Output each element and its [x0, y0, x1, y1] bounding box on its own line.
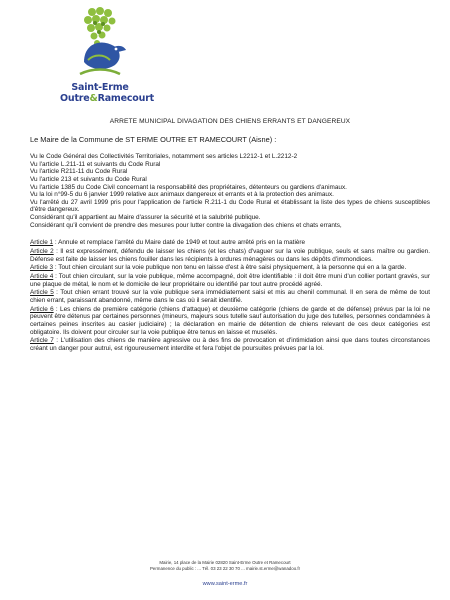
legal-reference-line: Considérant qu'il convient de prendre des mesures pour lutter contre la divagation des chiens et chats errants,: [30, 221, 342, 229]
logo-ampersand: &: [89, 93, 98, 104]
article-6: [30, 306, 430, 336]
legal-reference-line: Vu le Code Général des Collectivités Territoriales, notamment ses articles L2212-1 et L.2212-2: [30, 153, 298, 161]
legal-reference-line: Vu l'arrêté du 27 avril 1999 pris pour l'application de l'article R.211-1 du Code Rural et établissant la liste des types de chiens susceptibles d'être dangereux.: [30, 198, 430, 214]
commune-logo: [60, 4, 155, 104]
article-label: Article 7: [30, 337, 54, 345]
article-text: : Tout chien errant trouvé sur la voie publique sera immédiatement saisi et mis au chenil communal. Il en sera de même de tout chien errant, paraissant abandonné, même dans le cas où il serait identifié.: [30, 289, 430, 305]
article-5: [30, 289, 430, 304]
footer-contact: [0, 560, 450, 572]
article-text: : L'utilisation des chiens de manière agressive ou à des fins de provocation et d'intimidation ainsi que dans toutes circonstances créant un danger pour autrui, est rigoureusement interdite et fera l'objet de poursuites prévues par la loi.: [30, 337, 430, 352]
article-text: : Les chiens de première catégorie (chiens d'attaque) et deuxième catégorie (chiens de garde et de défense) prévus par la loi ne peuvent être détenus par certaines personnes (mineurs, majeurs sous tutelle sauf autorisation du juge des tutelles, personnes condamnées à certaines peines inscrites au casier judiciaire) ; la déclaration en mairie de détention de chiens relevant de ces deux catégories est obligatoire. Ils doivent pour circuler sur la voie publique être tenus en laisse et muselés.: [30, 305, 431, 336]
legal-reference-line: Vu l'article L.211-11 et suivants du Code Rural: [30, 160, 161, 168]
article-text: : Tout chien circulant sur la voie publique non tenu en laisse d'est à être saisi physiquement, à la personne qui en a la garde.: [53, 264, 407, 272]
article-label: Article 5: [30, 289, 54, 297]
legal-reference-line: Vu l'article R211-11 du Code Rural: [30, 168, 128, 176]
article-1: [30, 239, 430, 247]
article-label: Article 1: [30, 239, 54, 247]
logo-title-line1: Saint-Erme: [71, 82, 129, 93]
article-label: Article 4: [30, 273, 54, 281]
article-label: Article 3: [30, 264, 54, 272]
legal-references: [30, 153, 430, 229]
footer-website-link[interactable]: www.saint-erme.fr: [202, 581, 248, 587]
document-subtitle: Le Maire de la Commune de ST ERME OUTRE ET RAMECOURT (Aisne) :: [30, 134, 277, 144]
articles-list: [30, 239, 430, 352]
article-7: [30, 337, 430, 352]
article-label: Article 6: [30, 305, 54, 313]
article-4: [30, 273, 430, 288]
legal-reference-line: Vu l'article 1385 du Code Civil concernant la responsabilité des propriétaires, détenteurs ou gardiens d'animaux.: [30, 183, 347, 191]
footer-contact-line: Permanence du public : ... Tél. 03 23 22 30 70 ... mairie.st.erme@wanadoo.fr: [149, 566, 301, 571]
logo-word-ramecourt: Ramecourt: [97, 93, 155, 104]
logo-word-outre: Outre: [60, 93, 90, 104]
footer-address: Mairie, 14 place de la Mairie 02820 Saint-Erme Outre et Ramecourt: [159, 560, 291, 565]
document-title: ARRETE MUNICIPAL DIVAGATION DES CHIENS ERRANTS ET DANGEREUX: [109, 118, 351, 125]
logo-emblem-icon: [70, 4, 130, 82]
article-2: [30, 248, 430, 263]
legal-reference-line: Considérant qu'il appartient au Maire d'assurer la sécurité et la salubrité publique.: [30, 213, 261, 221]
article-text: : Annule et remplace l'arrêté du Maire daté de 1949 et tout autre arrêté pris en la matière: [53, 239, 306, 247]
legal-reference-line: Vu l'article 213 et suivants du Code Rural: [30, 175, 147, 183]
legal-reference-line: Vu la loi n°99-5 du 6 janvier 1999 relative aux animaux dangereux et errants et à la protection des animaux.: [30, 191, 334, 199]
article-text: : Tout chien circulant, sur la voie publique, même accompagné, doit être identifiable : il doit être muni d'un collier portant gravés, sur une plaque de métal, le nom et le domicile de leur propriétaire ou identifié par tout autre procédé agréé.: [30, 273, 430, 288]
article-label: Article 2: [30, 247, 54, 255]
article-3: [30, 264, 430, 272]
logo-title-line2: [60, 93, 155, 104]
document-body: [30, 118, 430, 354]
article-text: : Il est expressément, défendu de laisser les chiens (et les chats) d'vaguer sur la voie publique, seuls et sans maître ou gardien. Défense est faite de laisser les chiens fouiller dans les récipients à ordures ménagères ou dans les dépôts d'immondices.: [30, 247, 430, 263]
